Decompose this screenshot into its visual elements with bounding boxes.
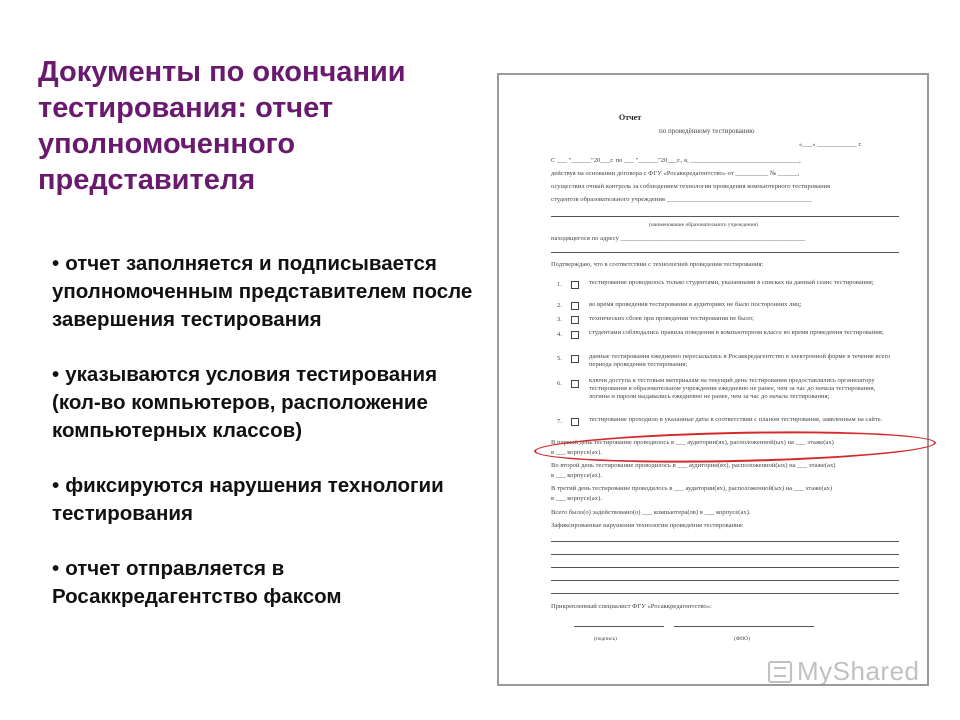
item-text: технических сбоев при проведении тестирования не было; (589, 315, 754, 322)
document-footer: Прикрепленный специалист ФГУ «Росаккредагентство»: (551, 603, 712, 610)
bullet-dot: • (52, 474, 60, 497)
item-text: данные тестирования ежедневно пересылались в Росаккредагентство в электронной форме в течение всего периода проведения тестирования; (589, 353, 891, 368)
myshared-logo-icon (768, 661, 792, 683)
blank-line (551, 541, 899, 542)
bullet-text: фиксируются нарушения технологии тестирования (52, 474, 444, 525)
document-caption: (наименование образовательного учреждения) (649, 222, 758, 228)
item-number: 1. (557, 281, 562, 288)
name-line (674, 626, 814, 627)
item-text: тестирование проводилось только студентами, указанными в списках на данный сеанс тестирования; (589, 279, 874, 286)
day-line: В первый день тестирование проводилось в ___ аудитории(ях), расположенной(ых) на ___ этаже(ах) (551, 439, 834, 446)
name-label: (ФИО) (734, 636, 750, 642)
bullet-item (52, 472, 482, 528)
document-line: осуществил очный контроль за соблюдением технологии проведения компьютерного тестирования (551, 183, 831, 190)
blank-line (551, 593, 899, 594)
signature-line (574, 626, 664, 627)
checkbox-icon (571, 418, 579, 426)
checkbox-icon (571, 281, 579, 289)
document-date-line: «___» ____________ г. (799, 141, 862, 148)
slide-title: Документы по окончании тестирования: отчет уполномоченного представителя (38, 56, 406, 196)
day-line: В третий день тестирование проводилось в ___ аудитории(ях), расположенной(ых) на ___ этаже(ах) (551, 485, 833, 492)
report-document-image (497, 73, 929, 686)
bullet-text: отчет заполняется и подписывается уполномоченным представителем после завершения тестирования (52, 252, 473, 331)
day-line: в ___ корпусе(ах). (551, 449, 602, 456)
checkbox-icon (571, 302, 579, 310)
checkbox-icon (571, 331, 579, 339)
document-heading: Отчет (619, 113, 642, 122)
watermark-text: MyShared (797, 656, 920, 686)
document-subheading: по проведённому тестированию (659, 127, 755, 135)
item-number: 3. (557, 316, 562, 323)
bullet-item (52, 250, 482, 334)
bullet-dot: • (52, 363, 60, 386)
item-text: студентами соблюдались правила поведения в компьютерном классе во время проведения тестирования; (589, 329, 884, 336)
watermark (768, 656, 920, 687)
day-line: в ___ корпусе(ах). (551, 495, 602, 502)
blank-line (551, 554, 899, 555)
blank-line (551, 252, 899, 253)
bullet-list (52, 250, 482, 638)
checkbox-icon (571, 380, 579, 388)
item-text: ключи доступа к тестовым материалам на текущий день тестирования предоставлялись организатору тестирования в образовательном учреждении ежедневно не ранее, чем за час до начала тестирования, логины и пароли выдавались ежедневно не ранее, чем за час до начала тестирования; (589, 377, 876, 400)
day-line: в ___ корпусе(ах). (551, 472, 602, 479)
bullet-item (52, 361, 482, 445)
item-number: 5. (557, 355, 562, 362)
item-number: 2. (557, 302, 562, 309)
blank-line (551, 580, 899, 581)
signature-label: (подпись) (594, 636, 617, 642)
day-line: Во второй день тестирование проводилось в ___ аудитории(ях), расположенной(ых) на ___ этаже(ах) (551, 462, 836, 469)
blank-line (551, 216, 899, 217)
item-number: 7. (557, 418, 562, 425)
document-line: С ___ "______"20___г. по ___ "______"20___г., я, _________________________________, (551, 157, 801, 164)
checkbox-icon (571, 316, 579, 324)
item-text: во время проведения тестирования в аудиториях не было посторонних лиц; (589, 301, 802, 308)
bullet-item (52, 555, 482, 611)
document-line: студентов образовательного учреждения ____________________________________________ (551, 196, 812, 203)
bullet-dot: • (52, 557, 60, 580)
blank-line (551, 567, 899, 568)
day-line: Всего было(о) задействовано(о) ___ компьютера(ов) в ___ корпусе(ах). (551, 509, 751, 516)
item-text: тестирование проходило в указанные даты в соответствии с планом тестирования, заявленным на сайте. (589, 416, 883, 423)
bullet-dot: • (52, 252, 60, 275)
document-line: находящегося по адресу ________________________________________________________ (551, 235, 806, 242)
bullet-text: указываются условия тестирования (кол-во компьютеров, расположение компьютерных классов) (52, 363, 438, 442)
item-number: 4. (557, 331, 562, 338)
item-number: 6. (557, 380, 562, 387)
bullet-text: отчет отправляется в Росаккредагентство факсом (52, 557, 342, 608)
checkbox-icon (571, 355, 579, 363)
document-line: действуя на основании договора с ФГУ «Росаккредагентство» от __________ № ______, (551, 170, 800, 177)
document-line: Подтверждаю, что в соответствии с технологией проведения тестирования: (551, 261, 764, 268)
day-line: Зафиксированные нарушения технологии проведения тестирования: (551, 522, 744, 529)
